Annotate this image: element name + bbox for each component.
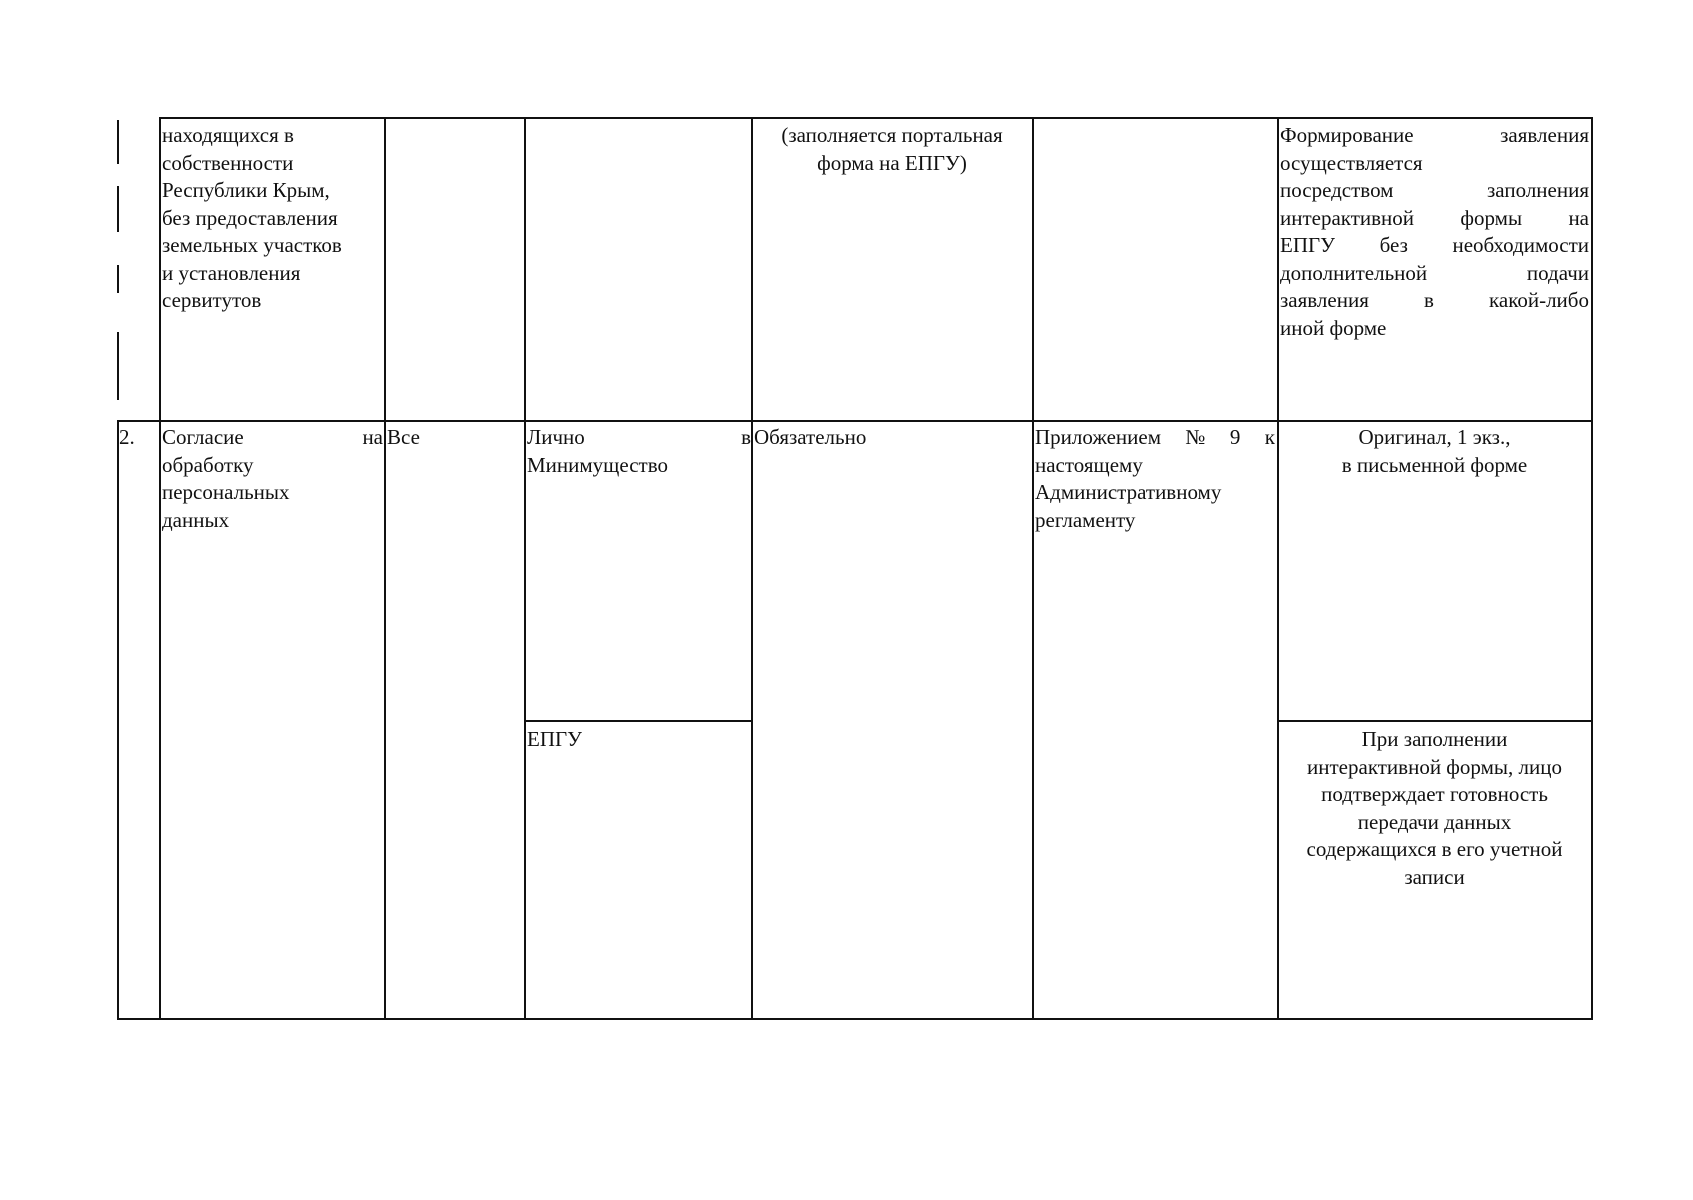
row-divider — [117, 420, 1593, 422]
name-line: Республики Крым, — [162, 178, 330, 202]
requirement: Обязательно — [754, 425, 867, 449]
note-line: посредством заполнения — [1280, 178, 1589, 202]
epgu-note-line: содержащихся в его учетной — [1306, 837, 1563, 861]
epgu-note-line: передачи данных — [1357, 809, 1512, 834]
name-line: персональных — [162, 480, 290, 504]
number-column-left-border — [117, 420, 119, 1020]
note-line: ЕПГУ без необходимости — [1280, 233, 1589, 257]
form-line: регламенту — [1035, 507, 1136, 532]
form-line: настоящему — [1035, 452, 1143, 477]
epgu-note-line: подтверждает готовность — [1321, 782, 1548, 806]
requirement-column-left-border — [751, 117, 753, 1020]
original-line: в письменной форме — [1341, 452, 1528, 477]
method-line: форма на ЕПГУ) — [817, 150, 967, 175]
name-line: земельных участков — [162, 233, 342, 257]
name-line: данных — [162, 507, 230, 532]
table-right-border — [1591, 117, 1593, 1020]
application-formation-note — [1280, 122, 1589, 342]
channel-in-person — [527, 424, 751, 479]
name-column-left-border — [159, 117, 161, 1020]
note-line: иной форме — [1280, 315, 1387, 340]
name-line: обработку — [162, 452, 254, 477]
note-line: осуществляется — [1280, 150, 1423, 175]
note-line: Формирование заявления — [1280, 123, 1589, 147]
name-word: Согласие — [162, 425, 244, 449]
note-column-left-border — [1277, 117, 1279, 1020]
original-line: Оригинал, 1 экз., — [1358, 425, 1511, 449]
note-line: интерактивной формы на — [1280, 205, 1589, 230]
form-line: Административному — [1035, 480, 1222, 504]
channel-first-line — [527, 424, 751, 452]
channel-line: Минимущество — [527, 452, 668, 477]
channel-word: в — [741, 425, 751, 449]
applicant-category: Все — [387, 425, 420, 449]
epgu-consent-note — [1280, 726, 1589, 891]
table-bottom-border — [117, 1018, 1593, 1020]
note-line: заявления в какой-либо — [1280, 288, 1589, 312]
note-subdivider — [1279, 720, 1593, 722]
left-edge-mark-2 — [117, 186, 119, 232]
document-name — [162, 424, 383, 534]
name-line: собственности — [162, 150, 294, 175]
table-top-border — [159, 117, 1593, 119]
channel-column-left-border — [524, 117, 526, 1020]
name-line: сервитутов — [162, 288, 262, 312]
epgu-note-line: интерактивной формы, лицо — [1307, 754, 1562, 779]
form-column-left-border — [1032, 117, 1034, 1020]
name-line: находящихся в — [162, 123, 294, 147]
row-number: 2. — [119, 425, 135, 449]
original-copy-note — [1280, 424, 1589, 479]
name-first-line — [162, 424, 383, 452]
channel-epgu: ЕПГУ — [527, 727, 583, 751]
epgu-note-line: записи — [1404, 864, 1465, 889]
method-line: (заполняется портальная — [781, 123, 1003, 147]
name-line: и установления — [162, 260, 301, 285]
form-first-line: Приложением № 9 к — [1035, 425, 1275, 449]
left-edge-mark-1 — [117, 120, 119, 164]
category-column-left-border — [384, 117, 386, 1020]
submission-method-note — [754, 122, 1030, 177]
note-line: дополнительной подачи — [1280, 260, 1589, 285]
channel-word: Лично — [527, 425, 585, 449]
document-name-continued — [162, 122, 384, 315]
left-edge-mark-4 — [117, 332, 119, 400]
channel-subdivider — [525, 720, 753, 722]
left-edge-mark-3 — [117, 265, 119, 293]
name-line: без предоставления — [162, 205, 338, 230]
name-word: на — [362, 425, 383, 449]
epgu-note-line: При заполнении — [1361, 727, 1508, 751]
form-reference — [1035, 424, 1275, 534]
